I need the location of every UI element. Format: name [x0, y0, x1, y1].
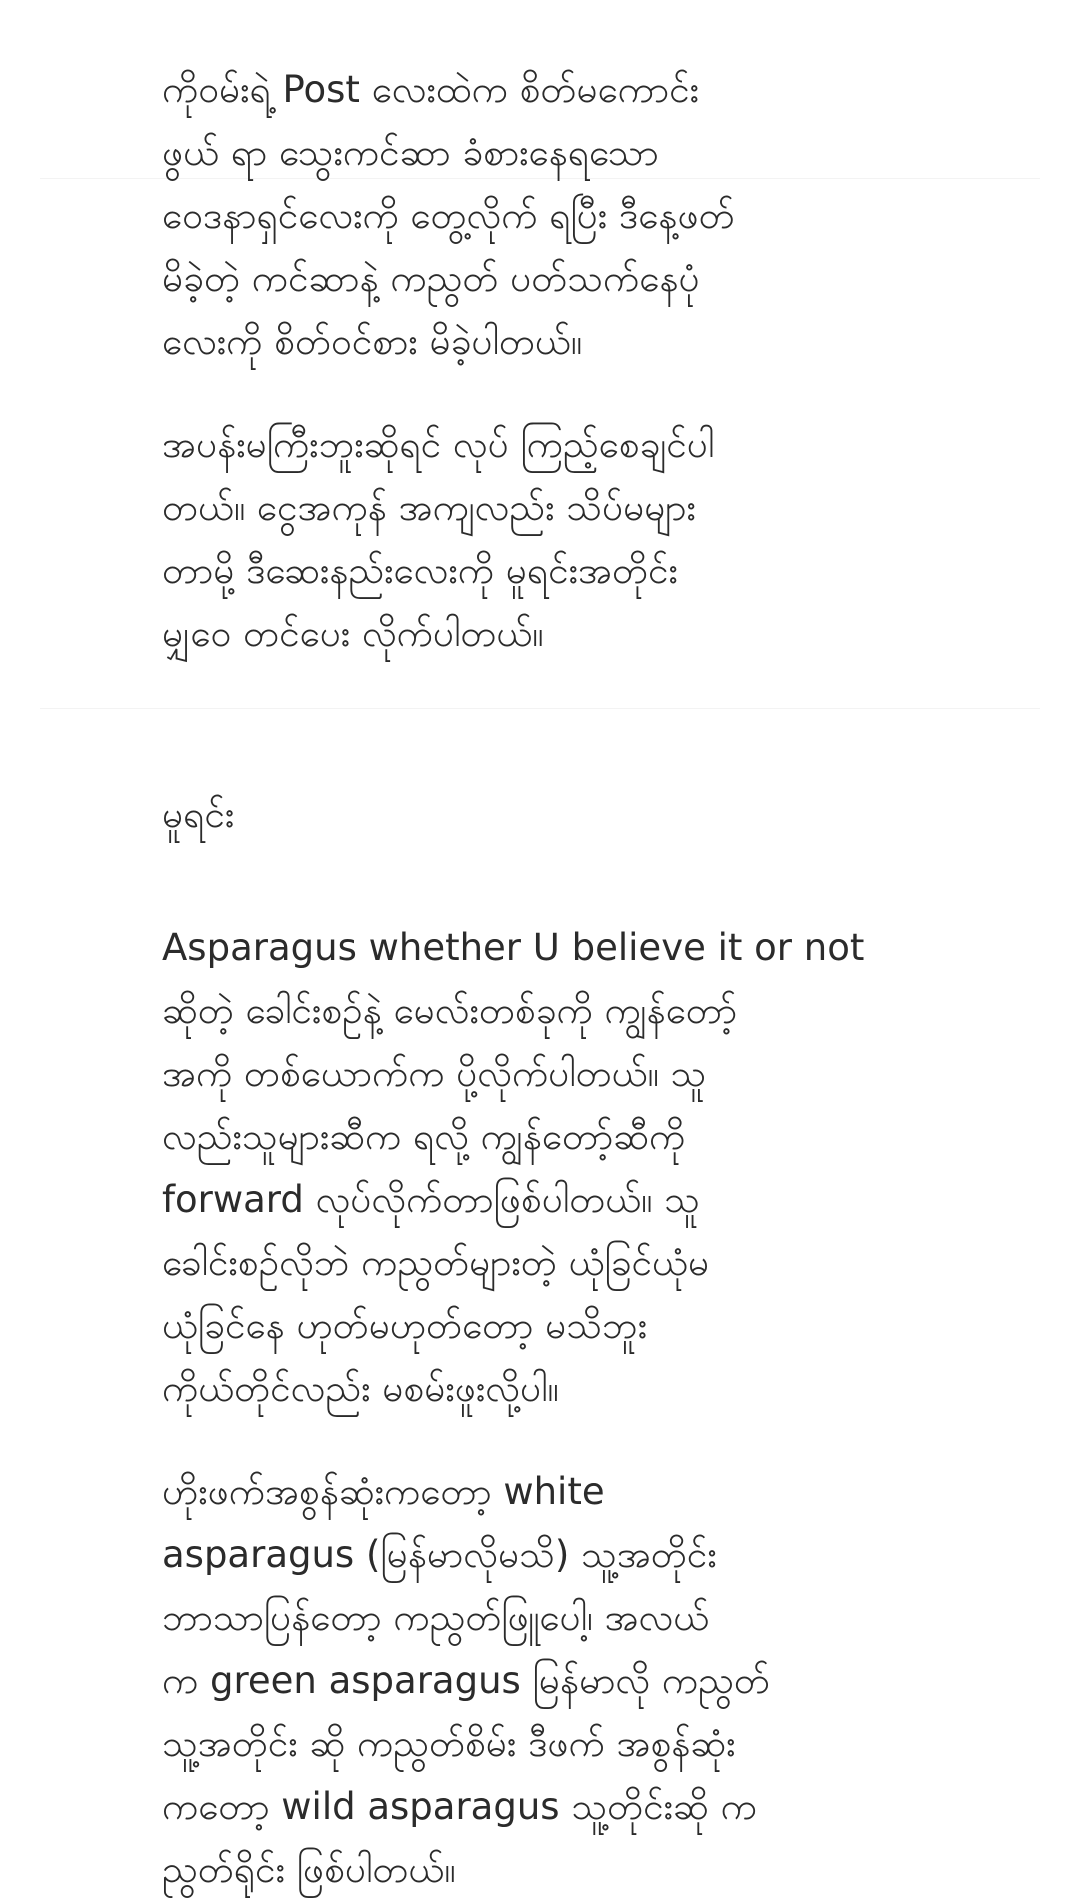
source-paragraph-2: ဟိုးဖက်အစွန်ဆုံးကတော့ white asparagus (မြန်မာလိုမသိ) သူ့အတိုင်း ဘာသာပြန်တော့ ကညွတ်ဖြူပေါ့၊ အလယ် က green asparagus မြန်မာလို ကညွတ် သူ့အတိုင်း ဆို ကညွတ်စိမ်း ဒီဖက် အစွန်ဆုံး ကတော့ wild asparagus သူ့တိုင်းဆို က ညွတ်ရိုင်း ဖြစ်ပါတယ်။ [162, 1470, 770, 1891]
source-paragraph-1: Asparagus whether U believe it or not ဆိုတဲ့ ခေါင်းစဉ်နဲ့ မေလ်းတစ်ခုကို ကျွန်တော့် အကို တစ်ယောက်က ပို့လိုက်ပါတယ်။ သူ လည်းသူများဆီက ရလို့ ကျွန်တော့်ဆီကို forward လုပ်လိုက်တာဖြစ်ပါတယ်။ သူ ခေါင်းစဉ်လိုဘဲ ကညွတ်များတဲ့ ယုံခြင်ယုံမ ယုံခြင်နေ ဟုတ်မဟုတ်တော့ မသိဘူး ကိုယ်တိုင်လည်း မစမ်းဖူးလို့ပါ။ [162, 926, 865, 1410]
intro-paragraph-1: ကိုဝမ်းရဲ့ Post လေးထဲက စိတ်မကောင်း ဖွယ် ရာ သွေးကင်ဆာ ခံစားနေရသော ဝေဒနာရှင်လေးကို တွေ့လိုက် ရပြီး ဒီနေ့ဖတ် မိခဲ့တဲ့ ကင်ဆာနဲ့ ကညွတ် ပတ်သက်နေပုံ လေးကို စိတ်ဝင်စား မိခဲ့ပါတယ်။ [162, 68, 735, 363]
source-heading: မူရင်း [162, 793, 235, 836]
article-body [162, 58, 922, 1901]
intro-paragraph-2: အပန်းမကြီးဘူးဆိုရင် လုပ် ကြည့်စေချင်ပါ တယ်။ ငွေအကုန် အကျလည်း သိပ်မများ တာမို့ ဒီဆေးနည်းလေးကို မူရင်းအတိုင်း မျှဝေ တင်ပေး လိုက်ပါတယ်။ [162, 423, 715, 655]
